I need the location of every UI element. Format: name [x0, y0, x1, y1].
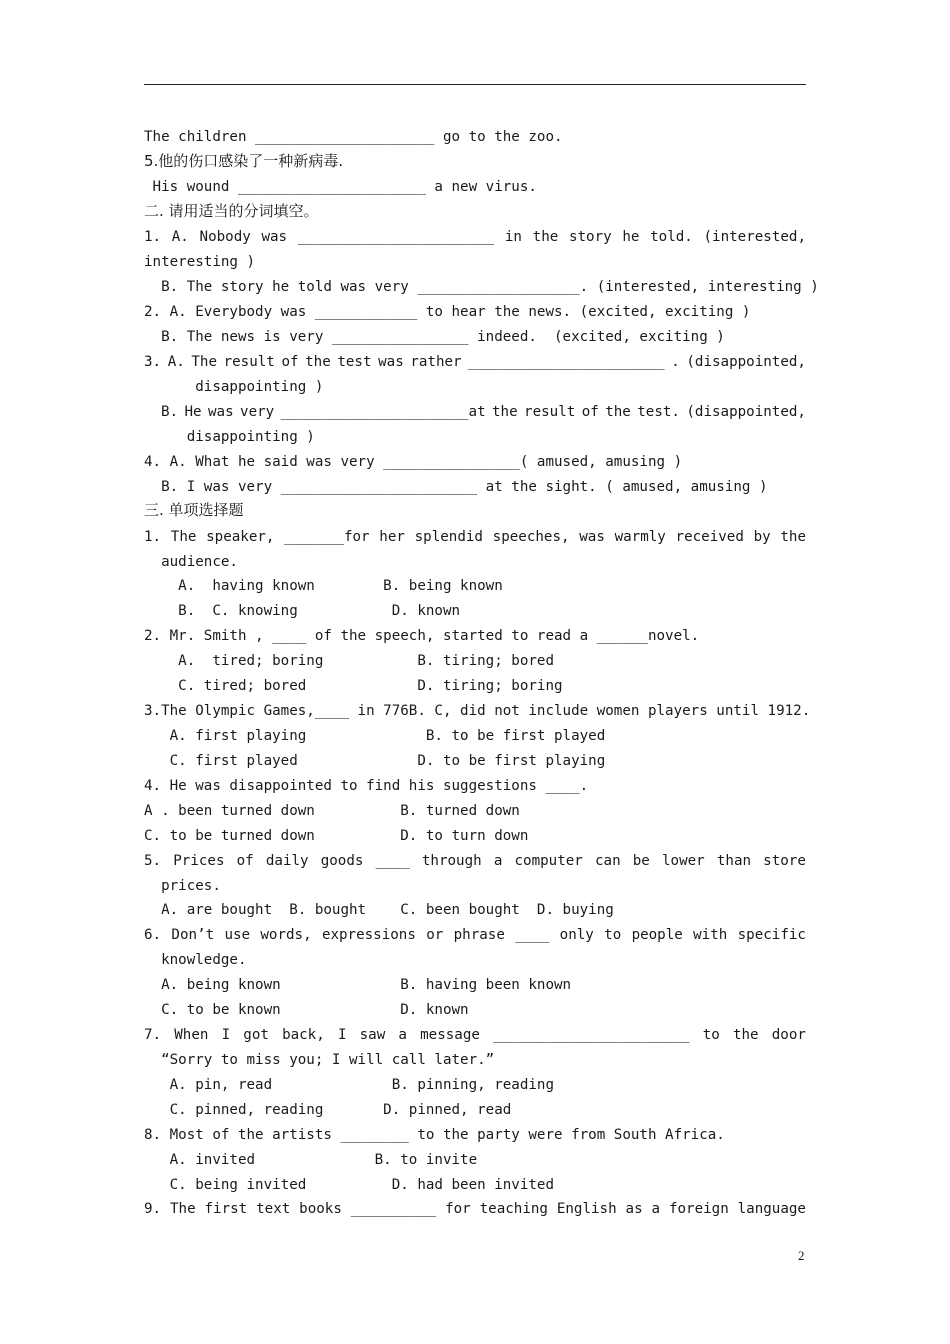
exercise-line	[144, 852, 806, 870]
exercise-line: B. The story he told was very ___________________. (interested, interesting )	[144, 279, 819, 295]
word: got	[243, 1027, 269, 1043]
word: saw	[359, 1027, 386, 1043]
word: speaker,	[206, 529, 275, 545]
exercise-line: A. having known B. being known	[144, 578, 503, 594]
word: 1.	[144, 229, 162, 245]
word: I	[221, 1027, 231, 1043]
exercise-line: B. The news is very ________________ indeed. (excited, exciting )	[144, 329, 725, 345]
word: specific	[737, 927, 806, 943]
word: Prices	[173, 853, 225, 869]
word: be	[632, 853, 650, 869]
word: 6.	[144, 927, 162, 943]
word: ______________________at	[280, 404, 486, 420]
word: words,	[260, 927, 312, 943]
word: for	[445, 1201, 471, 1217]
word: splendid	[414, 529, 483, 545]
exercise-line: A. first playing B. to be first played	[144, 728, 606, 744]
word: than	[716, 853, 752, 869]
word: a	[398, 1027, 407, 1043]
exercise-line: 4. He was disappointed to find his suggestions ____.	[144, 778, 589, 794]
exercise-line: 8. Most of the artists ________ to the party were from South Africa.	[144, 1127, 725, 1143]
word: 3.	[144, 354, 162, 370]
exercise-line: disappointing )	[144, 379, 324, 395]
word: first	[204, 1201, 248, 1217]
word: people	[631, 927, 683, 943]
word: __________	[350, 1201, 437, 1217]
word: was	[208, 404, 234, 420]
word: was	[579, 529, 605, 545]
word: (disappointed,	[686, 354, 806, 370]
word: expressions	[321, 927, 416, 943]
word: computer	[514, 853, 583, 869]
exercise-line: disappointing )	[144, 429, 315, 445]
page-number: 2	[798, 1248, 805, 1263]
word: use	[224, 927, 251, 943]
word: through	[421, 853, 482, 869]
exercise-line	[161, 403, 806, 421]
word: phrase	[453, 927, 505, 943]
word: with	[693, 927, 728, 943]
exercise-line: A. invited B. to invite	[144, 1152, 478, 1168]
word: text	[256, 1201, 291, 1217]
word: can	[595, 853, 621, 869]
exercise-line: interesting )	[144, 254, 256, 270]
exercise-line: A. are bought B. bought C. been bought D. buying	[144, 902, 614, 918]
word: _______for	[284, 529, 370, 545]
word: or	[426, 927, 444, 943]
word: back,	[282, 1027, 325, 1043]
exercise-line	[144, 528, 806, 546]
word: 5.	[144, 853, 162, 869]
word: ____	[375, 853, 410, 869]
exercise-line	[144, 926, 806, 944]
exercise-line: A . been turned down B. turned down	[144, 803, 520, 819]
word: 7.	[144, 1027, 162, 1043]
word: the	[605, 404, 631, 420]
word: Don’t	[171, 927, 215, 943]
word: The	[191, 354, 217, 370]
word: English	[556, 1201, 617, 1217]
word: B.	[161, 404, 179, 420]
word: teaching	[479, 1201, 548, 1217]
word: the	[732, 1027, 759, 1043]
word: 1.	[144, 529, 162, 545]
exercise-line: A. pin, read B. pinning, reading	[144, 1077, 554, 1093]
section-heading: 二. 请用适当的分词填空。	[144, 202, 319, 220]
exercise-line	[144, 353, 806, 371]
exercise-line: prices.	[144, 878, 221, 894]
word: The	[170, 529, 197, 545]
exercise-line: C. tired; bored D. tiring; boring	[144, 678, 563, 694]
exercise-line: “Sorry to miss you; I will call later.”	[144, 1052, 495, 1068]
exercise-line: C. being invited D. had been invited	[144, 1177, 554, 1193]
word: a	[651, 1201, 661, 1217]
exercise-line: 4. A. What he said was very ________________( amused, amusing )	[144, 454, 683, 470]
exercise-line	[144, 1026, 806, 1044]
word: only	[559, 927, 594, 943]
word: of	[281, 354, 299, 370]
word: 9.	[144, 1201, 162, 1217]
word: in	[504, 229, 522, 245]
word: .	[671, 354, 680, 370]
word: as	[625, 1201, 643, 1217]
word: warmly	[614, 529, 666, 545]
word: (interested,	[703, 229, 806, 245]
exercise-line: 2. A. Everybody was ____________ to hear the news. (excited, exciting )	[144, 304, 751, 320]
word: the	[780, 529, 806, 545]
word: goods	[320, 853, 364, 869]
word: Nobody	[199, 229, 251, 245]
word: books	[299, 1201, 342, 1217]
word: test	[337, 354, 372, 370]
word: door	[771, 1027, 806, 1043]
word: result	[524, 404, 576, 420]
section-heading: 三. 单项选择题	[144, 501, 244, 519]
exercise-line: The children _____________________ go to the zoo.	[144, 129, 563, 145]
word: _______________________	[297, 229, 495, 245]
exercise-line: knowledge.	[144, 952, 247, 968]
word: A.	[171, 229, 189, 245]
exercise-line: B. I was very _______________________ at the sight. ( amused, amusing )	[144, 479, 768, 495]
exercise-line: A. tired; boring B. tiring; bored	[144, 653, 554, 669]
word: by	[753, 529, 771, 545]
word: was	[261, 229, 288, 245]
exercise-line: C. to be turned down D. to turn down	[144, 828, 529, 844]
word: When	[174, 1027, 209, 1043]
word: speeches,	[492, 529, 570, 545]
exercise-line: audience.	[144, 554, 238, 570]
exercise-line: 3.The Olympic Games,____ in 776B. C, did not include women players until 1912.	[144, 703, 811, 719]
word: lower	[662, 853, 705, 869]
word: He	[184, 404, 202, 420]
word: message	[420, 1027, 480, 1043]
word: result	[223, 354, 275, 370]
word: to	[604, 927, 622, 943]
word: her	[379, 529, 405, 545]
word: he	[622, 229, 640, 245]
word: A.	[167, 354, 185, 370]
exercise-line	[144, 1200, 806, 1218]
exercise-line: C. to be known D. known	[144, 1002, 469, 1018]
word: told.	[650, 229, 693, 245]
word: very	[240, 404, 275, 420]
word: the	[492, 404, 518, 420]
word: received	[675, 529, 744, 545]
word: was	[378, 354, 404, 370]
word: the	[305, 354, 331, 370]
word: of	[236, 853, 254, 869]
exercise-line: 2. Mr. Smith , ____ of the speech, started to read a ______novel.	[144, 628, 700, 644]
word: daily	[265, 853, 309, 869]
word: of	[581, 404, 599, 420]
exercise-line: A. being known B. having been known	[144, 977, 572, 993]
word: story	[568, 229, 612, 245]
exercise-line: 5.他的伤口感染了一种新病毒.	[144, 152, 344, 170]
exercise-line: B. C. knowing D. known	[144, 603, 461, 619]
word: language	[737, 1201, 806, 1217]
word: (disappointed,	[686, 404, 806, 420]
word: to	[702, 1027, 720, 1043]
word: _______________________	[468, 354, 665, 370]
word: store	[763, 853, 806, 869]
exercise-line: C. pinned, reading D. pinned, read	[144, 1102, 512, 1118]
exercise-line	[144, 228, 806, 246]
word: the	[532, 229, 559, 245]
word: foreign	[668, 1201, 729, 1217]
exercise-line: C. first played D. to be first playing	[144, 753, 606, 769]
word: a	[493, 853, 503, 869]
word: test.	[637, 404, 680, 420]
word: I	[337, 1027, 347, 1043]
word: The	[169, 1201, 196, 1217]
exercise-line: His wound ______________________ a new virus.	[144, 179, 537, 195]
word: ____	[515, 927, 550, 943]
word: rather	[410, 354, 462, 370]
word: _______________________	[493, 1027, 690, 1043]
header-rule	[144, 84, 806, 85]
